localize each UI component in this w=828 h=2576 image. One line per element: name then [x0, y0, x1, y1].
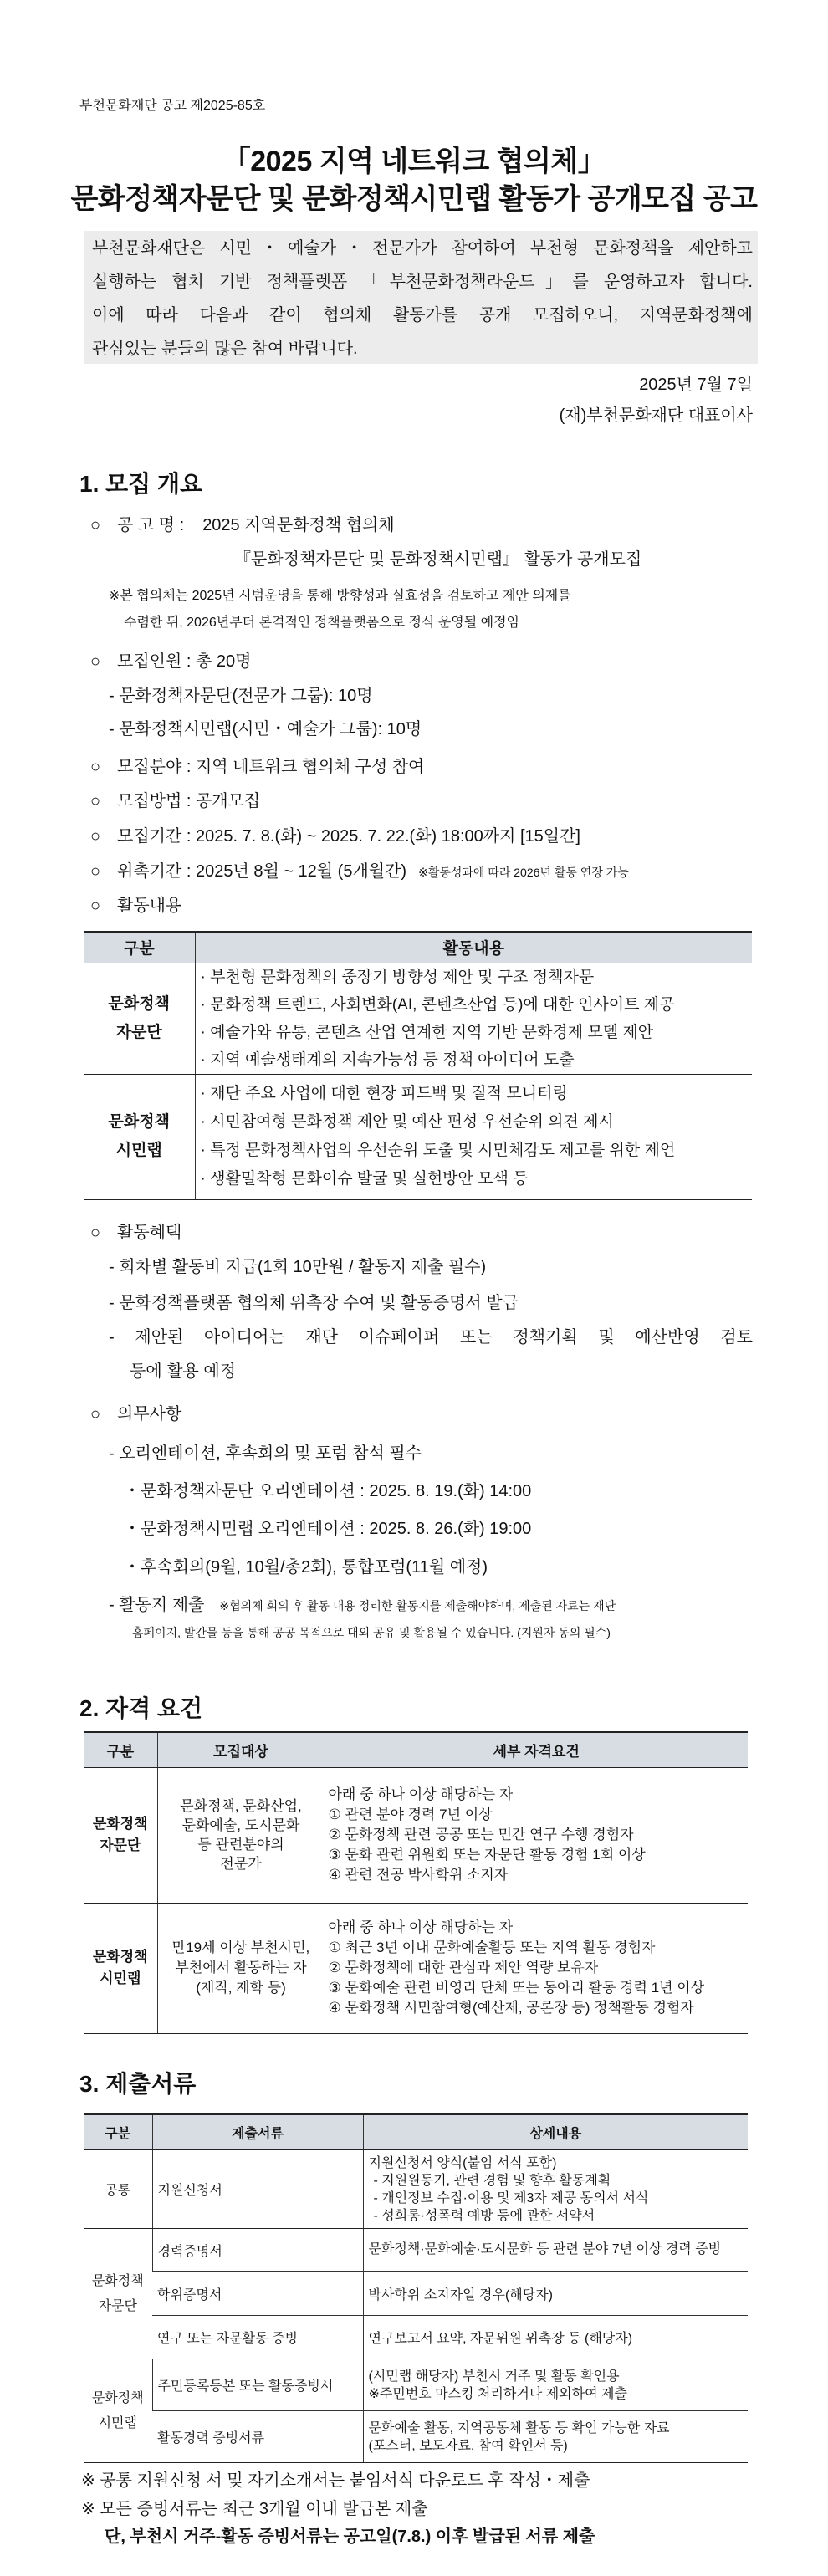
header-category: 구분 — [84, 932, 195, 963]
notice-name-row — [90, 515, 395, 535]
recruit-period-row — [90, 826, 580, 846]
category: 문화정책 — [91, 2273, 144, 2288]
issuer: (재)부천문화재단 대표이사 — [559, 406, 753, 425]
category: 문화정책 — [92, 1816, 148, 1832]
benefit-item-cont: 등에 활용 예정 — [130, 1362, 237, 1381]
recruit-method-row — [90, 791, 260, 811]
category: 자문단 — [100, 1837, 141, 1853]
requirement: ④ 관련 전공 박사학위 소지자 — [328, 1867, 509, 1883]
duties-row — [90, 1404, 828, 1444]
requirement: ② 문화정책에 대한 관심과 제안 역량 보유자 — [328, 1960, 599, 1975]
category: 문화정책 — [92, 1949, 148, 1965]
target-line: 문화예술, 도시문화 — [181, 1817, 300, 1833]
bullet-icon: ○ — [90, 1223, 101, 1242]
table-row — [84, 1074, 752, 1199]
bullet-icon: ○ — [90, 897, 101, 915]
detail-line: - 성희롱·성폭력 예방 등에 관한 서약서 — [373, 2208, 595, 2223]
benefits-label: 활동혜택 — [117, 1223, 182, 1242]
term-row — [90, 861, 629, 882]
detail-line: - 지원원동기, 관련 경험 및 향후 활동계획 — [373, 2173, 611, 2188]
report-row — [109, 1595, 828, 1624]
detail-line: ※주민번호 마스킹 처리하거나 제외하여 제출 — [368, 2386, 627, 2401]
section-3-heading: 3. 제출서류 — [79, 2070, 197, 2097]
document-name: 학위증명서 — [157, 2287, 222, 2303]
table-row — [84, 1903, 748, 2033]
recruit-field-row — [90, 757, 424, 777]
title-line-2: 문화정책자문단 및 문화정책시민랩 활동가 공개모집 공고 — [70, 183, 758, 215]
requirement: ③ 문화예술 관련 비영리 단체 또는 동아리 활동 경력 1년 이상 — [328, 1980, 705, 1996]
detail-line: (포스터, 보도자료, 참여 확인서 등) — [368, 2438, 568, 2453]
headcount-row — [90, 652, 251, 672]
header-documents: 제출서류 — [152, 2114, 363, 2150]
target-line: 전문가 — [220, 1856, 262, 1872]
benefits-row — [90, 1223, 828, 1257]
requirement: 아래 중 하나 이상 해당하는 자 — [328, 1919, 514, 1935]
activity-item: · 예술가와 유통, 콘텐츠 산업 연계한 지역 기반 문화경제 모델 제안 — [200, 1023, 654, 1041]
header-target: 모집대상 — [157, 1732, 325, 1767]
requirement: ② 문화정책 관련 공공 또는 민간 연구 수행 경험자 — [328, 1827, 634, 1843]
duty-item: - 오리엔테이션, 후속회의 및 포럼 참석 필수 — [109, 1444, 422, 1463]
detail-line: - 개인정보 수집·이용 및 제3자 제공 동의서 서식 — [373, 2190, 649, 2205]
headcount-citizen: - 문화정책시민랩(시민・예술가 그룹): 10명 — [109, 720, 422, 739]
activities-row — [90, 896, 181, 916]
table-row — [84, 2229, 748, 2272]
activity-item: · 재단 주요 사업에 대한 현장 피드백 및 질적 모니터링 — [200, 1085, 568, 1102]
report-note: ※협의체 회의 후 활동 내용 정리한 활동지를 제출해야하며, 제출된 자료는 재단 — [219, 1598, 616, 1613]
table-row — [84, 2150, 748, 2229]
intro-line: 부천문화재단은 시민・예술가・전문가가 참여하여 부천형 문화정책을 제안하고 — [92, 239, 753, 258]
section-1-heading: 1. 모집 개요 — [79, 471, 203, 497]
table-row — [84, 2411, 748, 2463]
target-line: 부천에서 활동하는 자 — [175, 1960, 307, 1975]
document-name: 주민등록등본 또는 활동증빙서 — [152, 2359, 363, 2411]
document-name: 경력증명서 — [152, 2229, 363, 2272]
header-category: 구분 — [84, 2114, 152, 2150]
section-2-heading: 2. 자격 요건 — [79, 1695, 203, 1721]
headcount-advisory: - 문화정책자문단(전문가 그룹): 10명 — [109, 687, 373, 705]
pilot-note: ※본 협의체는 2025년 시범운영을 통해 방향성과 실효성을 검토하고 제안 의제를 — [109, 589, 571, 603]
requirement: ③ 문화 관련 위원회 또는 자문단 활동 경험 1회 이상 — [328, 1847, 646, 1863]
duty-subitem: ・문화정책자문단 오리엔테이션 : 2025. 8. 19.(화) 14:00 — [124, 1481, 532, 1500]
requirement: ① 관련 분야 경력 7년 이상 — [328, 1807, 493, 1822]
report-label: - 활동지 제출 — [109, 1595, 205, 1614]
target-line: 문화정책, 문화산업, — [180, 1798, 302, 1814]
table-row — [84, 2359, 748, 2411]
recruit-method: 모집방법 : 공개모집 — [117, 792, 261, 810]
target-line: (재직, 재학 등) — [196, 1980, 286, 1996]
table-row — [84, 963, 752, 1074]
term: 위촉기간 : 2025년 8월 ~ 12월 (5개월간) — [117, 862, 407, 881]
intro-line: 관심있는 분들의 많은 참여 바랍니다. — [92, 340, 358, 358]
headcount: 모집인원 : 총 20명 — [117, 652, 252, 671]
recruit-field: 모집분야 : 지역 네트워크 협의체 구성 참여 — [117, 758, 425, 776]
table-row — [84, 1767, 748, 1903]
category: 시민랩 — [115, 1142, 162, 1159]
benefit-item: - 제안된 아이디어는 재단 이슈페이퍼 또는 정책기획 및 예산반영 검토 — [109, 1327, 753, 1347]
sections-2-3 — [0, 1694, 828, 2547]
category: 문화정책 — [108, 1113, 170, 1131]
target-line: 만19세 이상 부천시민, — [171, 1940, 310, 1955]
bullet-icon: ○ — [90, 827, 101, 846]
detail-line: 지원신청서 양식(붙임 서식 포함) — [368, 2155, 557, 2170]
submission-note-emphasis: 단, 부천시 거주-활동 증빙서류는 공고일(7.8.) 이후 발급된 서류 제출 — [105, 2527, 595, 2546]
activity-item: · 생활밀착형 문화이슈 발굴 및 실현방안 모색 등 — [200, 1170, 529, 1188]
document-name: 지원신청서 — [152, 2150, 363, 2229]
duty-subitem: ・후속회의(9월, 10월/총2회), 통합포럼(11월 예정) — [124, 1557, 488, 1577]
header-category: 구분 — [84, 1732, 157, 1767]
notice-name-line-1: 2025 지역문화정책 협의체 — [202, 516, 395, 534]
activity-item: · 특정 문화정책사업의 우선순위 도출 및 시민체감도 제고를 위한 제언 — [200, 1142, 676, 1159]
bullet-icon: ○ — [90, 652, 101, 671]
bullet-icon: ○ — [90, 516, 101, 534]
benefit-item: - 회차별 활동비 지급(1회 10만원 / 활동지 제출 필수) — [109, 1257, 487, 1276]
requirement: 아래 중 하나 이상 해당하는 자 — [328, 1786, 514, 1802]
activity-item: · 지역 예술생태계의 지속가능성 등 정책 아이디어 도출 — [200, 1050, 575, 1069]
document-name: 연구 또는 자문활동 증빙 — [152, 2316, 363, 2359]
detail-line: 문화예술 활동, 지역공동체 활동 등 확인 가능한 자료 — [368, 2420, 670, 2435]
eligibility-table — [84, 1731, 748, 2034]
section-1-lower — [0, 931, 828, 1641]
notice-name-label: 공 고 명 : — [117, 516, 185, 534]
bullet-icon: ○ — [90, 1404, 101, 1423]
detail-line: 문화정책·문화예술·도시문화 등 관련 분야 7년 이상 경력 증빙 — [363, 2229, 748, 2272]
category: 자문단 — [115, 1023, 162, 1041]
header-details: 상세내용 — [363, 2114, 748, 2150]
submission-note: ※ 모든 증빙서류는 최근 3개월 이내 발급본 제출 — [81, 2500, 428, 2518]
documents-table — [84, 2113, 748, 2464]
submission-note: ※ 공통 지원신청 서 및 자기소개서는 붙임서식 다운로드 후 작성・제출 — [81, 2471, 590, 2490]
term-note: ※활동성과에 따라 2026년 활동 연장 가능 — [418, 866, 629, 879]
header-requirements: 세부 자격요건 — [325, 1732, 748, 1767]
table-row — [84, 2316, 748, 2359]
notice-number: 부천문화재단 공고 제2025-85호 — [79, 99, 266, 113]
detail-line: 연구보고서 요약, 자문위원 위촉장 등 (해당자) — [363, 2316, 748, 2359]
header-activities: 활동내용 — [195, 932, 752, 963]
category: 시민랩 — [100, 1970, 141, 1986]
detail-line: 박사학위 소지자일 경우(해당자) — [363, 2272, 748, 2316]
category: 공통 — [84, 2150, 152, 2229]
activities-table — [84, 931, 752, 1200]
target-line: 등 관련분야의 — [197, 1837, 284, 1853]
table-row — [84, 2272, 748, 2316]
intro-line: 이에 따라 다음과 같이 협의체 활동가를 공개 모집하오니, 지역문화정책에 — [92, 306, 753, 325]
intro-line: 실행하는 협치 기반 정책플렛폼 「부천문화정책라운드」를 운영하고자 합니다. — [92, 273, 753, 291]
bullet-icon: ○ — [90, 862, 101, 881]
bullet-icon: ○ — [90, 792, 101, 810]
category: 시민랩 — [98, 2415, 137, 2430]
activities-label: 활동내용 — [117, 897, 182, 915]
duties-label: 의무사항 — [117, 1404, 182, 1423]
detail-line: (시민랩 해당자) 부천시 거주 및 활동 확인용 — [368, 2369, 620, 2384]
recruit-period: 모집기간 : 2025. 7. 8.(화) ~ 2025. 7. 22.(화) 18:00까지 [15일간] — [117, 827, 580, 846]
requirement: ① 최근 3년 이내 문화예술활동 또는 지역 활동 경험자 — [328, 1940, 656, 1955]
activity-item: · 문화정책 트렌드, 사회변화(AI, 콘텐츠산업 등)에 대한 인사이트 제공 — [200, 995, 675, 1014]
category: 문화정책 — [108, 994, 170, 1013]
notice-name-line-2: 『문화정책자문단 및 문화정책시민랩』 활동가 공개모집 — [234, 550, 642, 569]
bullet-icon: ○ — [90, 758, 101, 776]
title-line-1: 「2025 지역 네트워크 협의체」 — [222, 146, 606, 177]
report-note-cont: 홈페이지, 발간물 등을 통해 공공 목적으로 대외 공유 및 활용될 수 있습니다. (지원자 동의 필수) — [132, 1625, 611, 1639]
category: 자문단 — [98, 2298, 137, 2313]
activity-item: · 시민참여형 문화정책 제안 및 예산 편성 우선순위 의견 제시 — [200, 1113, 614, 1131]
requirement: ④ 문화정책 시민참여형(예산제, 공론장 등) 정책활동 경험자 — [328, 2000, 694, 2016]
pilot-note-cont: 수렴한 뒤, 2026년부터 본격적인 정책플랫폼으로 정식 운영될 예정임 — [124, 616, 520, 630]
benefit-item: - 문화정책플랫폼 협의체 위촉장 수여 및 활동증명서 발급 — [109, 1293, 519, 1312]
duty-subitem: ・문화정책시민랩 오리엔테이션 : 2025. 8. 26.(화) 19:00 — [124, 1519, 532, 1538]
notice-date: 2025년 7월 7일 — [639, 376, 753, 394]
document-name: 활동경력 증빙서류 — [152, 2411, 363, 2463]
activity-item: · 부천형 문화정책의 중장기 방향성 제안 및 구조 정책자문 — [200, 968, 595, 986]
category: 문화정책 — [91, 2390, 144, 2405]
